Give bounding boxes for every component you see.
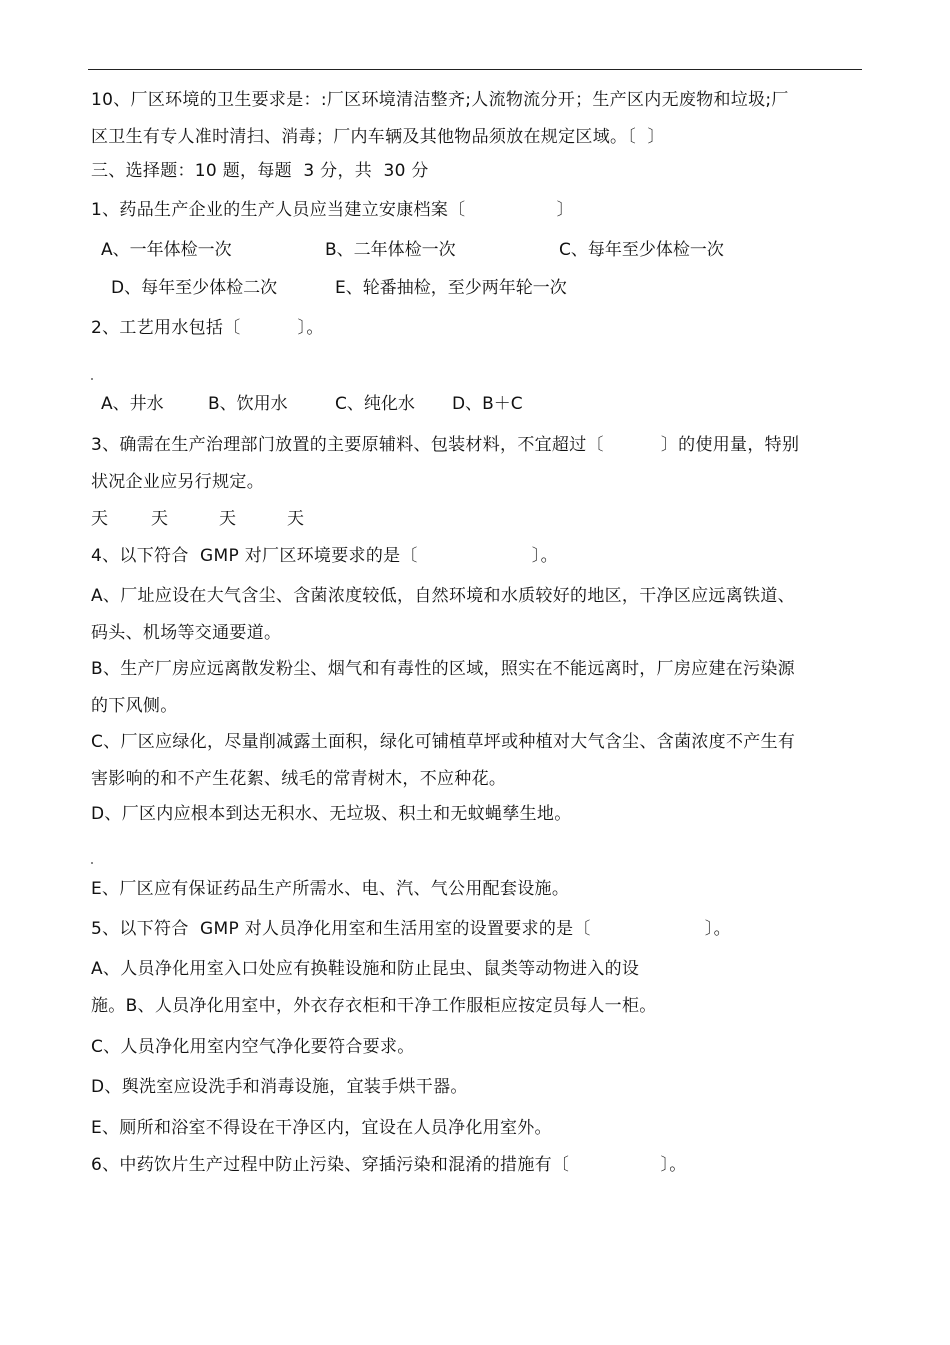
q2-option-d: D、B＋C <box>452 394 523 414</box>
page-break-mark <box>91 378 93 380</box>
q2-option-a: A、井水 <box>101 394 164 414</box>
q4-option-e: E、厂区应有保证药品生产所需水、电、汽、气公用配套设施。 <box>91 879 570 899</box>
q1-option-c: C、每年至少体检一次 <box>559 240 724 260</box>
q5-option-a-line-1: A、人员净化用室入口处应有换鞋设施和防止昆虫、鼠类等动物进入的设 <box>91 959 640 979</box>
q3-option-c: 天 <box>219 509 236 529</box>
q5-option-a-b-line: 施。B、人员净化用室中，外衣存衣柜和干净工作服柜应按定员每人一柜。 <box>91 996 657 1016</box>
header-rule <box>88 69 862 70</box>
q1-option-d: D、每年至少体检二次 <box>111 278 278 298</box>
q3-option-d: 天 <box>287 509 304 529</box>
q3-option-b: 天 <box>151 509 168 529</box>
q4-option-a-line-1: A、厂址应设在大气含尘、含菌浓度较低，自然环境和水质较好的地区，干净区应远离铁道、 <box>91 586 795 606</box>
q4-stem: 4、以下符合 GMP 对厂区环境要求的是〔 〕。 <box>91 546 558 566</box>
q1-option-b: B、二年体检一次 <box>325 240 456 260</box>
q2-option-b: B、饮用水 <box>208 394 288 414</box>
q1-option-e: E、轮番抽检，至少两年轮一次 <box>335 278 567 298</box>
q2-option-c: C、纯化水 <box>335 394 415 414</box>
q5-option-c: C、人员净化用室内空气净化要符合要求。 <box>91 1037 415 1057</box>
q3-option-a: 天 <box>91 509 108 529</box>
q4-option-c-line-2: 害影响的和不产生花絮、绒毛的常青树木，不应种花。 <box>91 769 507 789</box>
q3-line-1: 3、确需在生产治理部门放置的主要原辅料、包装材料，不宜超过〔 〕的使用量，特别 <box>91 435 800 455</box>
q4-option-b-line-2: 的下风侧。 <box>91 696 178 716</box>
q4-option-a-line-2: 码头、机场等交通要道。 <box>91 623 282 643</box>
q10-line-2: 区卫生有专人准时清扫、消毒；厂内车辆及其他物品须放在规定区域。〔 〕 <box>91 127 665 147</box>
q3-line-2: 状况企业应另行规定。 <box>91 472 264 492</box>
page-break-mark-2 <box>91 862 93 864</box>
q2-stem: 2、工艺用水包括〔 〕。 <box>91 318 324 338</box>
q5-stem: 5、以下符合 GMP 对人员净化用室和生活用室的设置要求的是〔 〕。 <box>91 919 731 939</box>
section-3-heading: 三、选择题：10 题，每题 3 分，共 30 分 <box>91 161 429 181</box>
q10-line-1: 10、厂区环境的卫生要求是：:厂区环境清洁整齐;人流物流分开；生产区内无废物和垃圾;厂 <box>91 90 789 110</box>
q5-option-d: D、舆洗室应设洗手和消毒设施，宜装手烘干器。 <box>91 1077 468 1097</box>
q6-stem: 6、中药饮片生产过程中防止污染、穿插污染和混淆的措施有〔 〕。 <box>91 1155 687 1175</box>
q4-option-b-line-1: B、生产厂房应远离散发粉尘、烟气和有毒性的区域，照实在不能远离时，厂房应建在污染源 <box>91 659 795 679</box>
q4-option-c-line-1: C、厂区应绿化，尽量削减露土面积，绿化可铺植草坪或种植对大气含尘、含菌浓度不产生有 <box>91 732 796 752</box>
q4-option-d: D、厂区内应根本到达无积水、无垃圾、积土和无蚊蝇孳生地。 <box>91 804 572 824</box>
q1-stem: 1、药品生产企业的生产人员应当建立安康档案〔 〕 <box>91 200 574 220</box>
q1-option-a: A、一年体检一次 <box>101 240 232 260</box>
q5-option-e: E、厕所和浴室不得设在干净区内，宜设在人员净化用室外。 <box>91 1118 552 1138</box>
